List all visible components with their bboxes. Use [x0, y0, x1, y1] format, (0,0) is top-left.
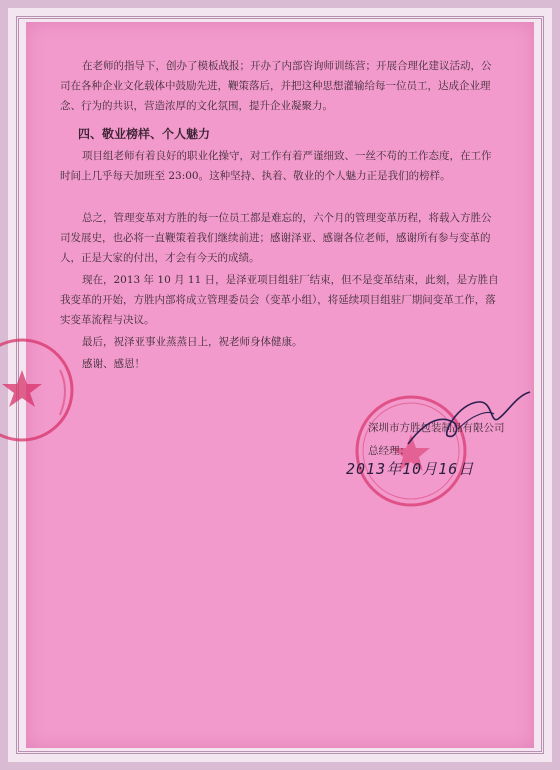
handwritten-signature — [398, 384, 538, 464]
company-seal-left — [0, 330, 90, 450]
paragraph-role-model: 项目组老师有着良好的职业化操守，对工作有着严谨细致、一丝不苟的工作态度，在工作时间上几乎每天加班至 23:00。这种坚持、执着、敬业的个人魅力正是我们的榜样。 — [60, 150, 492, 182]
paragraph-now: 现在，2013 年 10 月 11 日，是泽亚项目组驻厂结束，但不是变革结束，此刻，是方胜自我变革的开始，方胜内部将成立管理委员会（变革小组），将延续项目组驻厂期间变革工作，落实变革流程与决议。 — [60, 274, 499, 326]
paragraph-summary: 总之，管理变革对方胜的每一位员工都是难忘的，六个月的管理变革历程，将载入方胜公司发展史，也必将一直鞭策着我们继续前进；感谢泽亚、感谢各位老师，感谢所有参与变革的人，正是大家的付出，才会有今天的成绩。 — [60, 212, 492, 264]
section-heading-4: 四、敬业榜样、个人魅力 — [78, 127, 211, 141]
company-name: 深圳市方胜包装制品有限公司 — [368, 422, 505, 434]
paragraph-thanks: 感谢、感恩！ — [82, 358, 145, 370]
general-manager-label: 总经理： — [368, 445, 410, 457]
paragraph-closing: 最后，祝泽亚事业蒸蒸日上，祝老师身体健康。 — [82, 336, 303, 348]
handwritten-date: 2013年10月16日 — [346, 460, 475, 478]
paragraph-culture: 在老师的指导下，创办了模板战报；开办了内部咨询师训练营；开展合理化建议活动，公司在各种企业文化载体中鼓励先进，鞭策落后，并把这种思想灌输给每一位员工，达成企业理念、行为的共识，营造浓厚的文化氛围，提升企业凝聚力。 — [60, 60, 492, 112]
